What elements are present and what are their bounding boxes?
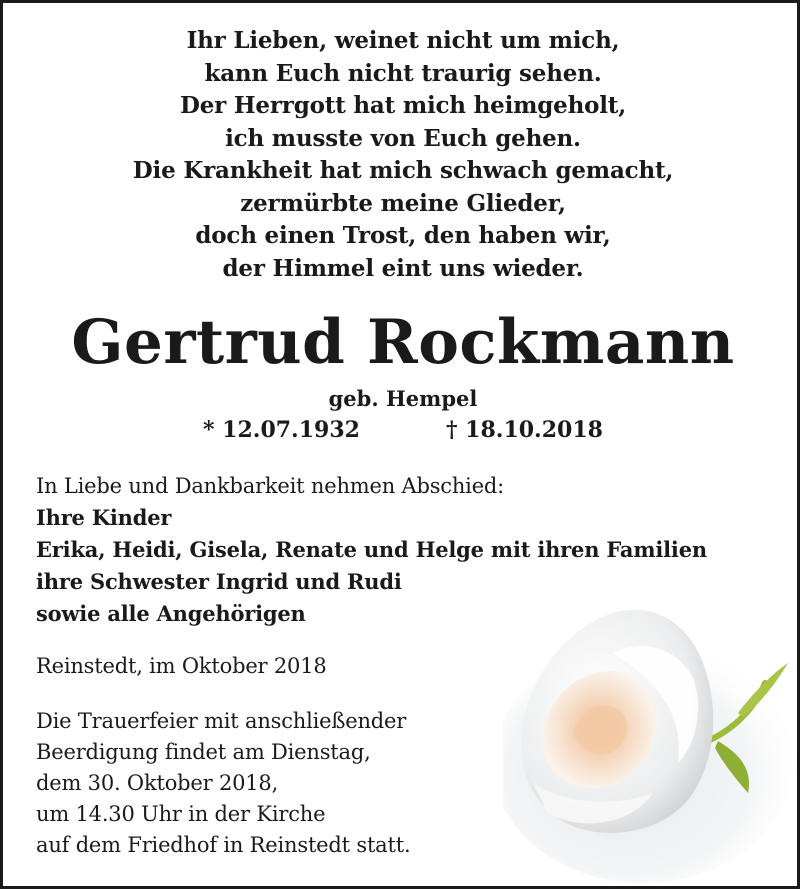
mourner-line: Erika, Heidi, Gisela, Renate und Helge mit ihren Familien xyxy=(36,537,707,562)
poem-line: der Himmel eint uns wieder. xyxy=(222,254,584,282)
white-rose-image xyxy=(503,593,793,883)
service-line: um 14.30 Uhr in der Kirche xyxy=(36,802,326,826)
birth-date: * 12.07.1932 xyxy=(203,417,360,443)
maiden-name: geb. Hempel xyxy=(328,386,478,411)
poem-line: zermürbte meine Glieder, xyxy=(240,189,566,217)
service-line: Beerdigung findet am Dienstag, xyxy=(36,740,371,764)
poem-line: Der Herrgott hat mich heimgeholt, xyxy=(179,92,627,119)
poem-line: Die Krankheit hat mich schwach gemacht, xyxy=(132,157,674,184)
mourners-intro: In Liebe und Dankbarkeit nehmen Abschied: xyxy=(36,474,505,498)
service-line: dem 30. Oktober 2018, xyxy=(36,771,279,795)
poem-line: doch einen Trost, den haben wir, xyxy=(195,222,611,249)
deceased-name: Gertrud Rockmann xyxy=(71,307,735,378)
poem xyxy=(3,25,800,285)
poem-line: Ihr Lieben, weinet nicht um mich, xyxy=(186,27,620,54)
death-date: † 18.10.2018 xyxy=(446,417,603,443)
mourner-line: ihre Schwester Ingrid und Rudi xyxy=(36,569,402,594)
service-line: Die Trauerfeier mit anschließender xyxy=(36,709,407,733)
mourner-line: Ihre Kinder xyxy=(36,505,172,530)
mourner-line: sowie alle Angehörigen xyxy=(36,601,306,626)
service-line: auf dem Friedhof in Reinstedt statt. xyxy=(36,833,411,857)
place-date: Reinstedt, im Oktober 2018 xyxy=(36,654,327,678)
poem-line: kann Euch nicht traurig sehen. xyxy=(204,59,602,87)
poem-line: ich musste von Euch gehen. xyxy=(225,124,581,152)
service-info xyxy=(36,706,410,861)
